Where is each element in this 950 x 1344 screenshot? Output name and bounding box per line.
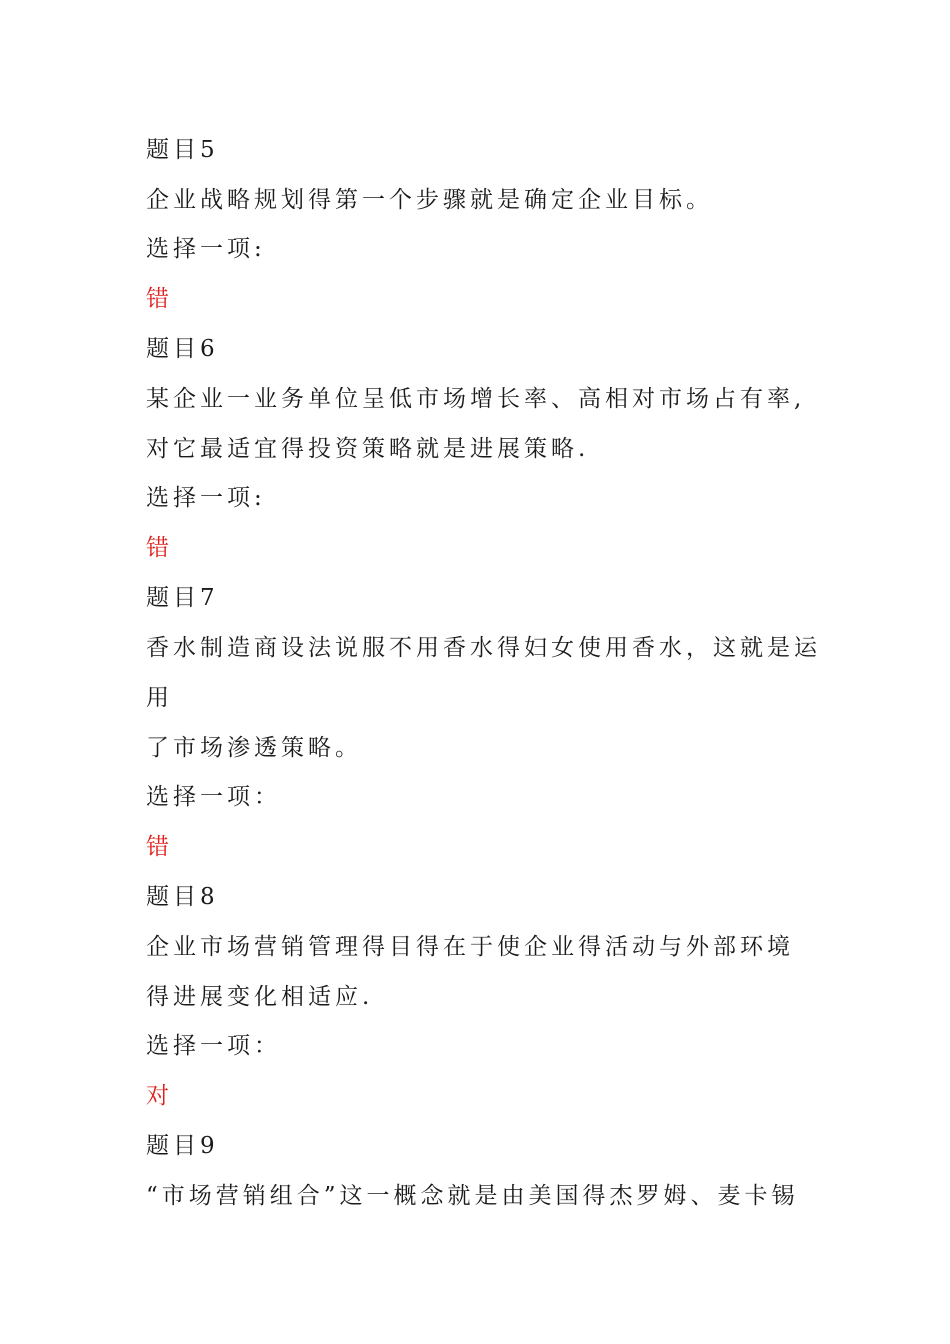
question-7-text-line-3: 了市场渗透策略。 xyxy=(146,735,362,761)
question-7-answer: 错 xyxy=(146,834,173,860)
question-8-text-line-1: 企业市场营销管理得目得在于使企业得活动与外部环境 xyxy=(146,934,794,960)
question-6-title: 题目6 xyxy=(146,336,219,362)
question-6-text-line-1: 某企业一业务单位呈低市场增长率、高相对市场占有率, xyxy=(146,386,806,412)
question-8-answer: 对 xyxy=(146,1083,173,1109)
question-5-text: 企业战略规划得第一个步骤就是确定企业目标。 xyxy=(146,187,713,213)
question-5-title: 题目5 xyxy=(146,137,219,163)
question-6-answer: 错 xyxy=(146,535,173,561)
question-9-title: 题目9 xyxy=(146,1133,219,1159)
question-5-answer: 错 xyxy=(146,286,173,312)
question-7-title: 题目7 xyxy=(146,585,219,611)
question-8-prompt: 选择一项： xyxy=(146,1033,281,1059)
question-7-prompt: 选择一项： xyxy=(146,784,281,810)
question-5-prompt: 选择一项: xyxy=(146,236,266,262)
question-9-text-line-1: “市场营销组合”这一概念就是由美国得杰罗姆、麦卡锡 xyxy=(146,1183,799,1209)
question-8-text-line-2: 得进展变化相适应. xyxy=(146,984,374,1010)
question-6-prompt: 选择一项: xyxy=(146,485,266,511)
question-7-text-line-1: 香水制造商设法说服不用香水得妇女使用香水，这就是运 xyxy=(146,635,821,661)
question-6-text-line-2: 对它最适宜得投资策略就是进展策略. xyxy=(146,436,590,462)
question-8-title: 题目8 xyxy=(146,884,219,910)
question-7-text-line-2: 用 xyxy=(146,685,173,711)
